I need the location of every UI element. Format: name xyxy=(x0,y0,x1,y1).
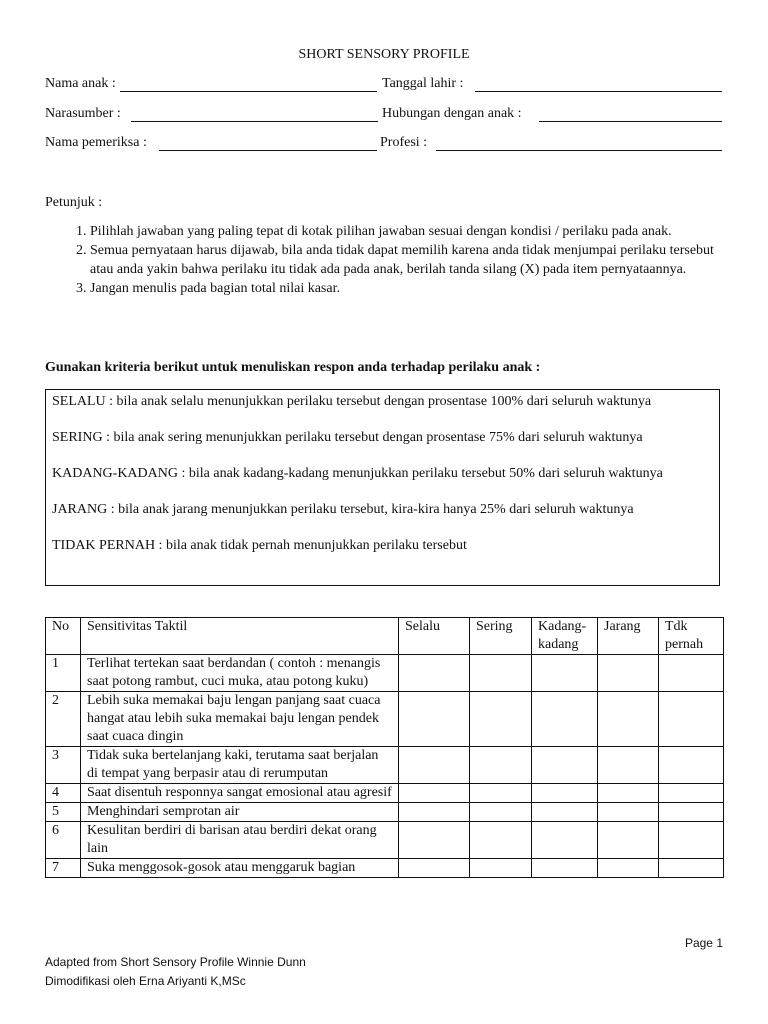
table-row xyxy=(46,859,724,878)
field-row-2 xyxy=(45,106,723,126)
answer-cell-sering[interactable] xyxy=(470,784,532,803)
instruction-item: 2. Semua pernyataan harus dijawab, bila anda tidak dapat memilih karena anda tidak menjumpai perilaku tersebut atau anda yakin bahwa perilaku itu tidak ada pada anak, berilah tanda silang (X) pada item pernyataannya. xyxy=(90,241,723,279)
criteria-item-kadang: KADANG-KADANG : bila anak kadang-kadang menunjukkan perilaku tersebut 50% dari seluruh waktunya xyxy=(52,466,663,481)
footer-adapted-note: Adapted from Short Sensory Profile Winnie Dunn xyxy=(45,955,306,969)
table-row xyxy=(46,822,724,859)
row-number: 4 xyxy=(46,784,81,803)
header-sensitivitas-taktil: Sensitivitas Taktil xyxy=(81,618,399,655)
answer-cell-jarang[interactable] xyxy=(598,692,659,747)
answer-cell-selalu[interactable] xyxy=(399,803,470,822)
table-header-row xyxy=(46,618,724,655)
page-title: SHORT SENSORY PROFILE xyxy=(298,47,470,62)
header-no: No xyxy=(46,618,81,655)
label-nama-anak: Nama anak : xyxy=(45,76,116,91)
table-row xyxy=(46,784,724,803)
answer-cell-kadang[interactable] xyxy=(532,822,598,859)
instruction-item: 3. Jangan menulis pada bagian total nilai kasar. xyxy=(90,279,723,298)
answer-cell-kadang[interactable] xyxy=(532,859,598,878)
row-statement: Tidak suka bertelanjang kaki, terutama saat berjalan di tempat yang berpasir atau di rerumputan xyxy=(81,747,399,784)
label-narasumber: Narasumber : xyxy=(45,106,121,121)
row-statement: Saat disentuh responnya sangat emosional atau agresif xyxy=(81,784,399,803)
instructions-heading: Petunjuk : xyxy=(45,195,103,210)
answer-cell-jarang[interactable] xyxy=(598,784,659,803)
row-number: 6 xyxy=(46,822,81,859)
line-nama-anak[interactable] xyxy=(120,91,377,92)
answer-cell-selalu[interactable] xyxy=(399,692,470,747)
answer-cell-selalu[interactable] xyxy=(399,747,470,784)
instructions-list xyxy=(45,222,723,298)
row-statement: Terlihat tertekan saat berdandan ( contoh : menangis saat potong rambut, cuci muka, atau potong kuku) xyxy=(81,655,399,692)
table-row xyxy=(46,692,724,747)
sensory-table xyxy=(45,617,724,878)
answer-cell-selalu[interactable] xyxy=(399,784,470,803)
header-tdk-pernah: Tdk pernah xyxy=(659,618,724,655)
header-jarang: Jarang xyxy=(598,618,659,655)
answer-cell-sering[interactable] xyxy=(470,803,532,822)
row-number: 5 xyxy=(46,803,81,822)
label-nama-pemeriksa: Nama pemeriksa : xyxy=(45,135,147,150)
header-kadang-kadang: Kadang-kadang xyxy=(532,618,598,655)
instruction-item: 1. Pilihlah jawaban yang paling tepat di kotak pilihan jawaban sesuai dengan kondisi / perilaku pada anak. xyxy=(90,222,723,241)
label-tanggal-lahir: Tanggal lahir : xyxy=(382,76,464,91)
answer-cell-sering[interactable] xyxy=(470,822,532,859)
footer-modified-note: Dimodifikasi oleh Erna Ariyanti K,MSc xyxy=(45,974,246,988)
row-number: 3 xyxy=(46,747,81,784)
footer-notes xyxy=(45,953,306,991)
answer-cell-tdk-pernah[interactable] xyxy=(659,803,724,822)
header-selalu: Selalu xyxy=(399,618,470,655)
answer-cell-kadang[interactable] xyxy=(532,747,598,784)
row-number: 7 xyxy=(46,859,81,878)
answer-cell-jarang[interactable] xyxy=(598,859,659,878)
answer-cell-sering[interactable] xyxy=(470,655,532,692)
header-sering: Sering xyxy=(470,618,532,655)
table-row xyxy=(46,655,724,692)
answer-cell-tdk-pernah[interactable] xyxy=(659,655,724,692)
field-row-3 xyxy=(45,135,723,155)
criteria-item-sering: SERING : bila anak sering menunjukkan perilaku tersebut dengan prosentase 75% dari seluruh waktunya xyxy=(52,430,643,445)
answer-cell-selalu[interactable] xyxy=(399,655,470,692)
answer-cell-jarang[interactable] xyxy=(598,747,659,784)
line-nama-pemeriksa[interactable] xyxy=(159,150,377,151)
answer-cell-jarang[interactable] xyxy=(598,803,659,822)
row-statement: Lebih suka memakai baju lengan panjang saat cuaca hangat atau lebih suka memakai baju lengan pendek saat cuaca dingin xyxy=(81,692,399,747)
answer-cell-tdk-pernah[interactable] xyxy=(659,822,724,859)
answer-cell-kadang[interactable] xyxy=(532,655,598,692)
answer-cell-kadang[interactable] xyxy=(532,692,598,747)
answer-cell-kadang[interactable] xyxy=(532,803,598,822)
line-narasumber[interactable] xyxy=(131,121,378,122)
row-number: 1 xyxy=(46,655,81,692)
answer-cell-tdk-pernah[interactable] xyxy=(659,859,724,878)
answer-cell-kadang[interactable] xyxy=(532,784,598,803)
row-number: 2 xyxy=(46,692,81,747)
answer-cell-selalu[interactable] xyxy=(399,859,470,878)
answer-cell-sering[interactable] xyxy=(470,692,532,747)
criteria-heading: Gunakan kriteria berikut untuk menuliskan respon anda terhadap perilaku anak : xyxy=(45,360,541,375)
row-statement: Suka menggosok-gosok atau menggaruk bagian xyxy=(81,859,399,878)
criteria-box xyxy=(45,389,720,586)
answer-cell-sering[interactable] xyxy=(470,859,532,878)
answer-cell-sering[interactable] xyxy=(470,747,532,784)
answer-cell-tdk-pernah[interactable] xyxy=(659,747,724,784)
line-hubungan[interactable] xyxy=(539,121,722,122)
row-statement: Menghindari semprotan air xyxy=(81,803,399,822)
criteria-item-tidak-pernah: TIDAK PERNAH : bila anak tidak pernah menunjukkan perilaku tersebut xyxy=(52,538,467,553)
row-statement: Kesulitan berdiri di barisan atau berdiri dekat orang lain xyxy=(81,822,399,859)
answer-cell-tdk-pernah[interactable] xyxy=(659,784,724,803)
answer-cell-jarang[interactable] xyxy=(598,822,659,859)
table-row xyxy=(46,803,724,822)
criteria-item-jarang: JARANG : bila anak jarang menunjukkan perilaku tersebut, kira-kira hanya 25% dari seluruh waktunya xyxy=(52,502,634,517)
answer-cell-jarang[interactable] xyxy=(598,655,659,692)
field-row-1 xyxy=(45,76,723,96)
line-profesi[interactable] xyxy=(436,150,722,151)
answer-cell-selalu[interactable] xyxy=(399,822,470,859)
answer-cell-tdk-pernah[interactable] xyxy=(659,692,724,747)
label-hubungan: Hubungan dengan anak : xyxy=(382,106,522,121)
line-tanggal-lahir[interactable] xyxy=(475,91,722,92)
criteria-item-selalu: SELALU : bila anak selalu menunjukkan perilaku tersebut dengan prosentase 100% dari seluruh waktunya xyxy=(52,394,652,409)
page-number: Page 1 xyxy=(684,936,723,950)
label-profesi: Profesi : xyxy=(380,135,428,150)
table-row xyxy=(46,747,724,784)
